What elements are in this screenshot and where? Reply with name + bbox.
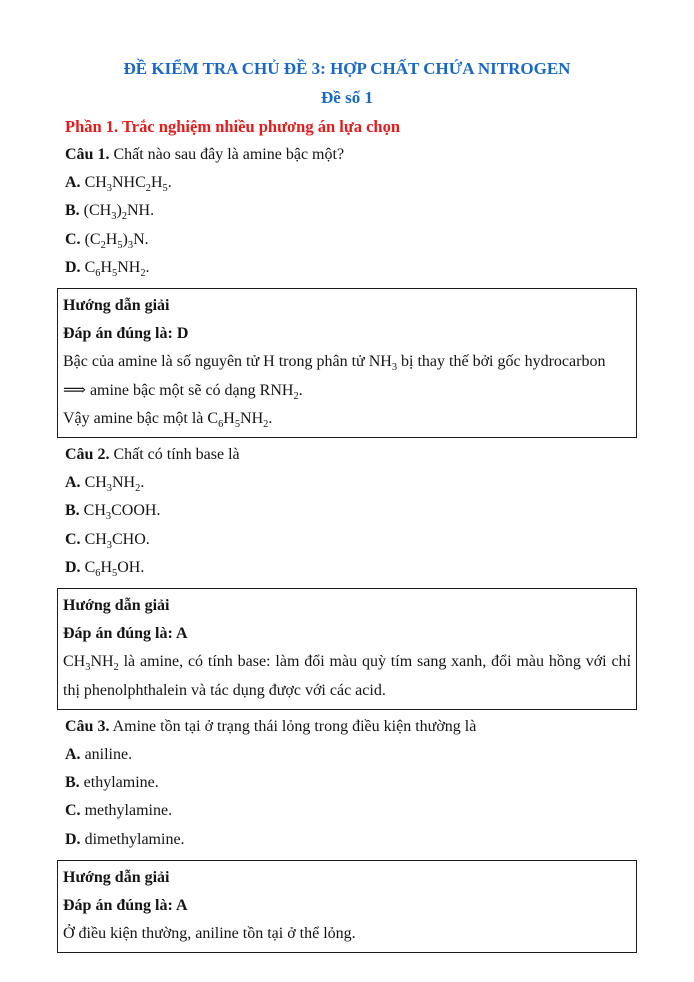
option-label: D. <box>65 558 81 576</box>
option-text: $CH_3NH_2$. <box>84 474 145 495</box>
doc-title: ĐỀ KIỂM TRA CHỦ ĐỀ 3: HỢP CHẤT CHỨA NITROGEN <box>123 59 571 78</box>
solution-paragraph: Ở điều kiện thường, aniline tồn tại ở thể lỏng. <box>63 925 356 943</box>
option-label: C. <box>65 802 81 820</box>
solution-box-1 <box>57 288 637 438</box>
option-text: ethylamine. <box>83 774 159 792</box>
answer-option <box>57 169 637 197</box>
question-3-body: Amine tồn tại ở trạng thái lỏng trong điều kiện thường là <box>112 717 477 735</box>
option-text: $CH_3CHO$. <box>84 530 150 551</box>
solution-paragraph: Vậy amine bậc một là $C_6H_5NH_2$. <box>63 409 273 431</box>
option-text: $C_6H_5OH$. <box>84 558 145 580</box>
solution-box-2 <box>57 588 637 710</box>
option-label: B. <box>65 202 80 220</box>
option-label: A. <box>65 474 81 492</box>
option-text: $CH_3COOH$. <box>83 502 161 523</box>
option-label: B. <box>65 502 80 520</box>
answer-option <box>57 197 637 225</box>
question-2-label: Câu 2. <box>65 446 110 464</box>
option-text: dimethylamine. <box>84 830 185 848</box>
question-block-1 <box>57 141 637 438</box>
solution-paragraphs <box>63 920 631 948</box>
question-block-3 <box>57 713 637 954</box>
option-label: B. <box>65 774 80 792</box>
doc-subtitle: Đề số 1 <box>321 88 373 107</box>
option-text: $CH_3NHC_2H_5$. <box>84 174 172 195</box>
section-heading: Phần 1. Trắc nghiệm nhiều phương án lựa chọn <box>65 117 401 136</box>
question-1-body: Chất nào sau đây là amine bậc một? <box>113 146 345 163</box>
solution-paragraphs <box>63 348 631 433</box>
option-text: $(CH_3)_2NH$. <box>83 202 155 223</box>
option-label: D. <box>65 830 81 848</box>
answer-option <box>57 226 637 254</box>
option-label: C. <box>65 230 81 248</box>
option-label: D. <box>65 258 81 276</box>
option-text: methylamine. <box>84 802 173 820</box>
question-1-label: Câu 1. <box>65 146 110 163</box>
question-3-text <box>57 713 637 741</box>
answer-option <box>57 769 637 797</box>
solution-answer: Đáp án đúng là: D <box>63 325 189 343</box>
solution-paragraphs <box>63 648 631 704</box>
answer-option <box>57 554 637 582</box>
option-text: aniline. <box>84 746 133 764</box>
solution-paragraph: ⟹ amine bậc một sẽ có dạng $RNH_2$. <box>63 381 303 402</box>
question-2-text <box>57 441 637 469</box>
option-label: C. <box>65 530 81 548</box>
solution-box-3 <box>57 860 637 954</box>
answer-option <box>57 741 637 769</box>
solution-heading: Hướng dẫn giải <box>63 868 170 886</box>
answer-option <box>57 254 637 282</box>
answer-option <box>57 797 637 825</box>
option-label: A. <box>65 746 81 764</box>
solution-answer: Đáp án đúng là: A <box>63 625 188 643</box>
solution-paragraph: Bậc của amine là số nguyên tử H trong phân tử $NH_3$ bị thay thế bởi gốc hydrocarbon <box>63 353 606 374</box>
solution-heading: Hướng dẫn giải <box>63 297 170 315</box>
answer-option <box>57 826 637 854</box>
answer-option <box>57 497 637 525</box>
question-2-body: Chất có tính base là <box>113 446 240 464</box>
question-3-label: Câu 3. <box>65 717 110 735</box>
solution-answer: Đáp án đúng là: A <box>63 897 188 915</box>
question-1-text <box>57 141 637 169</box>
question-block-2 <box>57 441 637 710</box>
option-text: $(C_2H_5)_3N$. <box>84 230 149 251</box>
answer-option <box>57 526 637 554</box>
solution-heading: Hướng dẫn giải <box>63 597 170 615</box>
answer-option <box>57 469 637 497</box>
option-label: A. <box>65 174 81 192</box>
option-text: $C_6H_5NH_2$. <box>84 258 150 279</box>
solution-paragraph: $CH_3NH_2$ là amine, có tính base: làm đổi màu quỳ tím sang xanh, đổi màu hồng với chỉ thị phenolphthalein và tác dụng được với các acid. <box>63 653 631 699</box>
